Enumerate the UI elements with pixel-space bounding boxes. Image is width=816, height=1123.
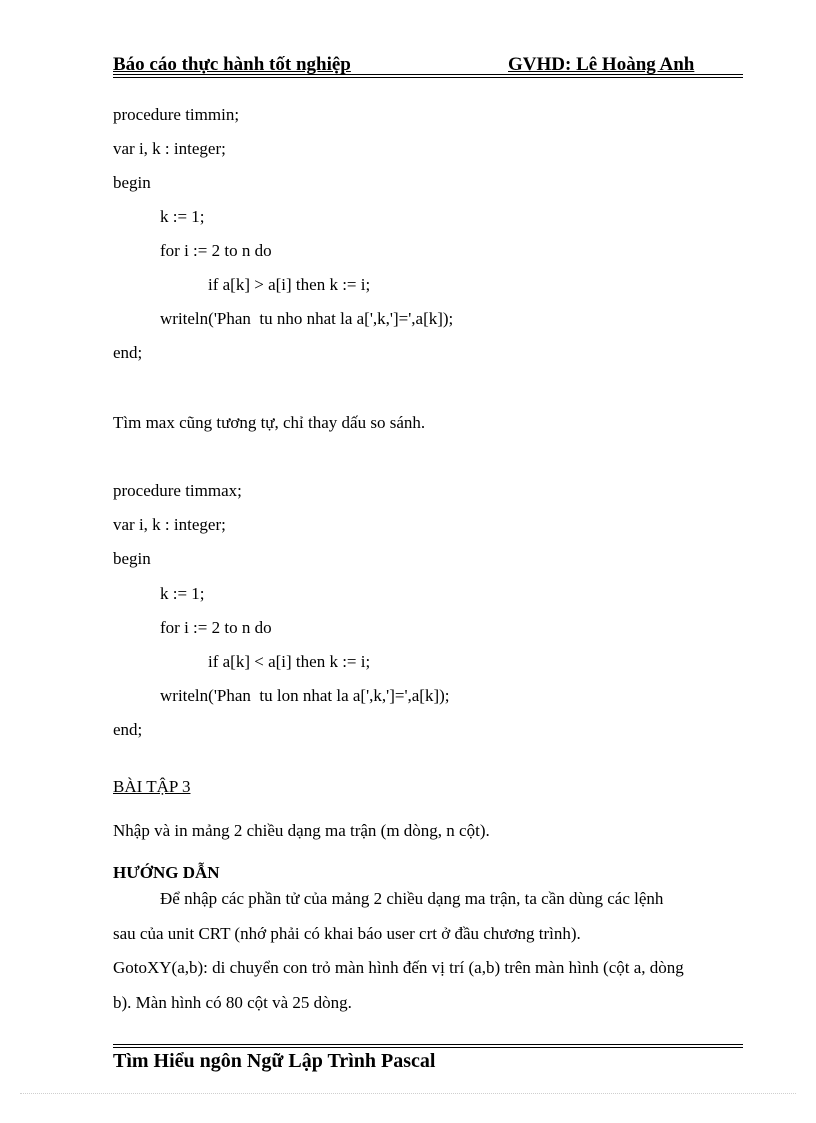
code-line: procedure timmin; — [113, 105, 240, 124]
code-line: writeln('Phan tu nho nhat la a[',k,']=',a[k]); — [160, 309, 454, 328]
note-text: Tìm max cũng tương tự, chỉ thay dấu so sánh. — [113, 413, 426, 432]
code-line: for i := 2 to n do — [160, 241, 272, 260]
code-line: for i := 2 to n do — [160, 618, 272, 637]
code-line: if a[k] > a[i] then k := i; — [208, 275, 371, 294]
header-rule — [113, 74, 743, 78]
exercise-task: Nhập và in mảng 2 chiều dạng ma trận (m dòng, n cột). — [113, 821, 490, 840]
code-line: k := 1; — [160, 584, 205, 603]
guide-paragraph: Để nhập các phần tử của mảng 2 chiều dạng ma trận, ta cần dùng các lệnh — [160, 889, 664, 908]
code-line: var i, k : integer; — [113, 515, 226, 534]
instructor-name: GVHD: Lê Hoàng Anh — [508, 54, 695, 75]
code-line: k := 1; — [160, 207, 205, 226]
guide-paragraph: GotoXY(a,b): di chuyển con trỏ màn hình đến vị trí (a,b) trên màn hình (cột a, dòng — [113, 958, 684, 977]
page-edge — [20, 1093, 796, 1094]
code-line: begin — [113, 549, 151, 568]
footer-title: Tìm Hiểu ngôn Ngữ Lập Trình Pascal — [113, 1050, 436, 1072]
code-line: end; — [113, 343, 143, 362]
code-line: end; — [113, 720, 143, 739]
guide-paragraph: sau của unit CRT (nhớ phải có khai báo user crt ở đầu chương trình). — [113, 924, 581, 943]
code-line: if a[k] < a[i] then k := i; — [208, 652, 371, 671]
code-line: procedure timmax; — [113, 481, 242, 500]
guide-paragraph: b). Màn hình có 80 cột và 25 dòng. — [113, 993, 352, 1012]
guide-heading: HƯỚNG DẪN — [113, 863, 220, 882]
exercise-heading: BÀI TẬP 3 — [113, 777, 191, 796]
report-title: Báo cáo thực hành tốt nghiệp — [113, 54, 351, 75]
code-line: begin — [113, 173, 151, 192]
code-line: writeln('Phan tu lon nhat la a[',k,']=',a[k]); — [160, 686, 450, 705]
code-line: var i, k : integer; — [113, 139, 226, 158]
